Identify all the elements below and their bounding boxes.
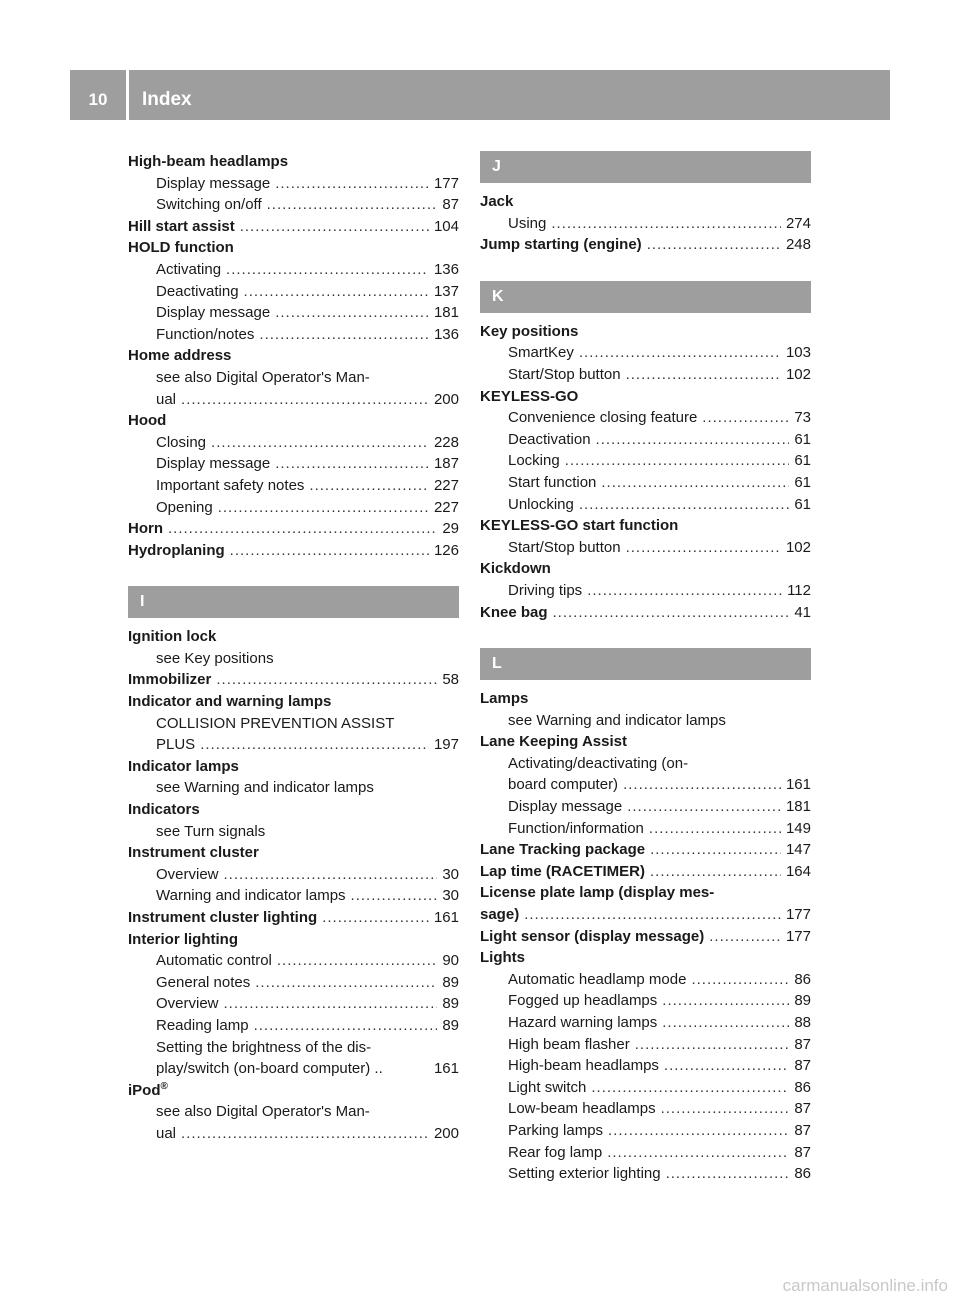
- index-heading: Lamps: [480, 690, 529, 708]
- section-header-l: L: [480, 648, 811, 680]
- index-heading: Home address: [128, 347, 232, 365]
- index-entry[interactable]: General notes ..... 89: [128, 972, 459, 994]
- index-column-right: [480, 151, 811, 1185]
- index-entry[interactable]: Display message ..... 181: [128, 302, 459, 324]
- index-entry[interactable]: Setting exterior lighting ..... 86: [480, 1163, 811, 1185]
- index-entry[interactable]: High-beam headlamps ..... 87: [480, 1055, 811, 1077]
- index-see-also: see Key positions: [156, 649, 274, 667]
- index-heading: Ignition lock: [128, 628, 217, 646]
- index-subentry: Activating/deactivating (on-: [508, 754, 689, 772]
- index-entry[interactable]: Switching on/off ..... 87: [128, 194, 459, 216]
- index-entry[interactable]: Reading lamp ..... 89: [128, 1015, 459, 1037]
- index-see-also: see Warning and indicator lamps: [156, 779, 374, 797]
- index-heading: Indicator lamps: [128, 757, 239, 775]
- page-header: [70, 70, 890, 120]
- index-heading: High-beam headlamps: [128, 153, 289, 170]
- watermark: carmanualsonline.info: [782, 1276, 948, 1295]
- index-heading: HOLD function: [128, 239, 234, 257]
- index-entry[interactable]: Rear fog lamp ..... 87: [480, 1142, 811, 1164]
- index-heading: Lights: [480, 949, 525, 967]
- index-entry[interactable]: Deactivating ..... 137: [128, 281, 459, 303]
- index-heading: iPod®: [128, 1080, 168, 1099]
- index-heading: KEYLESS-GO: [480, 387, 579, 405]
- index-entry[interactable]: Fogged up headlamps ..... 89: [480, 990, 811, 1012]
- index-subentry: Setting the brightness of the dis-: [156, 1038, 372, 1056]
- index-heading: Hood: [128, 412, 167, 430]
- index-entry[interactable]: Hazard warning lamps ..... 88: [480, 1012, 811, 1034]
- index-see-also: see Turn signals: [156, 822, 266, 840]
- page-number: 10: [88, 90, 108, 109]
- index-entry[interactable]: Driving tips ..... 112: [480, 580, 811, 602]
- index-entry[interactable]: Unlocking ..... 61: [480, 494, 811, 516]
- index-heading: Indicators: [128, 801, 200, 819]
- index-heading: Key positions: [480, 322, 579, 340]
- index-entry[interactable]: sage) ..... 177: [480, 904, 811, 926]
- index-entry[interactable]: SmartKey ..... 103: [480, 342, 811, 364]
- index-entry[interactable]: Function/information ..... 149: [480, 818, 811, 840]
- index-entry[interactable]: Overview ..... 30: [128, 864, 459, 886]
- index-entry[interactable]: Display message ..... 181: [480, 796, 811, 818]
- index-entry[interactable]: Light sensor (display message) ..... 177: [480, 926, 811, 948]
- index-entry[interactable]: Overview ..... 89: [128, 993, 459, 1015]
- section-header-i: I: [128, 586, 459, 618]
- index-entry[interactable]: Start/Stop button ..... 102: [480, 364, 811, 386]
- index-entry[interactable]: play/switch (on-board computer) .. 161: [156, 1060, 459, 1078]
- index-entry[interactable]: Locking ..... 61: [480, 450, 811, 472]
- index-entry[interactable]: Display message ..... 187: [128, 453, 459, 475]
- index-entry[interactable]: ual ..... 200: [128, 389, 459, 411]
- index-entry[interactable]: Start/Stop button ..... 102: [480, 537, 811, 559]
- index-entry[interactable]: Hill start assist ..... 104: [128, 216, 459, 238]
- index-entry[interactable]: Parking lamps ..... 87: [480, 1120, 811, 1142]
- index-entry[interactable]: Knee bag ..... 41: [480, 602, 811, 624]
- index-entry[interactable]: Jump starting (engine) ..... 248: [480, 234, 811, 256]
- index-entry[interactable]: Display message ..... 177: [128, 173, 459, 195]
- header-divider: [126, 70, 129, 120]
- index-column-left: [128, 151, 459, 1145]
- index-entry[interactable]: Lap time (RACETIMER) ..... 164: [480, 861, 811, 883]
- index-heading: Lane Keeping Assist: [480, 733, 627, 751]
- index-heading: Interior lighting: [128, 930, 238, 948]
- index-entry[interactable]: Immobilizer ..... 58: [128, 669, 459, 691]
- index-see-also: see also Digital Operator's Man-: [156, 368, 370, 386]
- index-subentry: COLLISION PREVENTION ASSIST: [156, 714, 395, 732]
- index-entry[interactable]: Using ..... 274: [480, 213, 811, 235]
- index-entry[interactable]: Horn ..... 29: [128, 518, 459, 540]
- section-header-j: J: [480, 151, 811, 183]
- index-entry[interactable]: board computer) ..... 161: [480, 774, 811, 796]
- index-entry[interactable]: Low-beam headlamps ..... 87: [480, 1098, 811, 1120]
- index-entry[interactable]: Important safety notes ..... 227: [128, 475, 459, 497]
- index-entry[interactable]: Convenience closing feature ..... 73: [480, 407, 811, 429]
- index-entry[interactable]: Function/notes ..... 136: [128, 324, 459, 346]
- index-entry[interactable]: High beam flasher ..... 87: [480, 1034, 811, 1056]
- index-entry[interactable]: Light switch ..... 86: [480, 1077, 811, 1099]
- index-heading: KEYLESS-GO start function: [480, 517, 679, 535]
- index-entry[interactable]: ual ..... 200: [128, 1123, 459, 1145]
- index-entry[interactable]: Opening ..... 227: [128, 497, 459, 519]
- index-heading: Instrument cluster: [128, 844, 259, 862]
- index-entry[interactable]: Instrument cluster lighting ..... 161: [128, 907, 459, 929]
- index-entry[interactable]: Automatic headlamp mode ..... 86: [480, 969, 811, 991]
- index-entry[interactable]: PLUS ..... 197: [128, 734, 459, 756]
- index-see-also: see also Digital Operator's Man-: [156, 1103, 370, 1121]
- index-entry[interactable]: Lane Tracking package ..... 147: [480, 839, 811, 861]
- section-header-k: K: [480, 281, 811, 313]
- index-entry[interactable]: Activating ..... 136: [128, 259, 459, 281]
- index-entry[interactable]: Automatic control ..... 90: [128, 950, 459, 972]
- index-entry[interactable]: Hydroplaning ..... 126: [128, 540, 459, 562]
- index-entry[interactable]: Warning and indicator lamps ..... 30: [128, 885, 459, 907]
- index-entry[interactable]: Deactivation ..... 61: [480, 429, 811, 451]
- index-heading: Kickdown: [480, 560, 551, 578]
- index-entry[interactable]: Closing ..... 228: [128, 432, 459, 454]
- index-see-also: see Warning and indicator lamps: [508, 711, 726, 729]
- index-heading: Indicator and warning lamps: [128, 693, 332, 711]
- page-title: Index: [142, 89, 192, 110]
- index-heading: Jack: [480, 193, 514, 210]
- index-entry[interactable]: Start function ..... 61: [480, 472, 811, 494]
- index-heading: License plate lamp (display mes-: [480, 884, 715, 902]
